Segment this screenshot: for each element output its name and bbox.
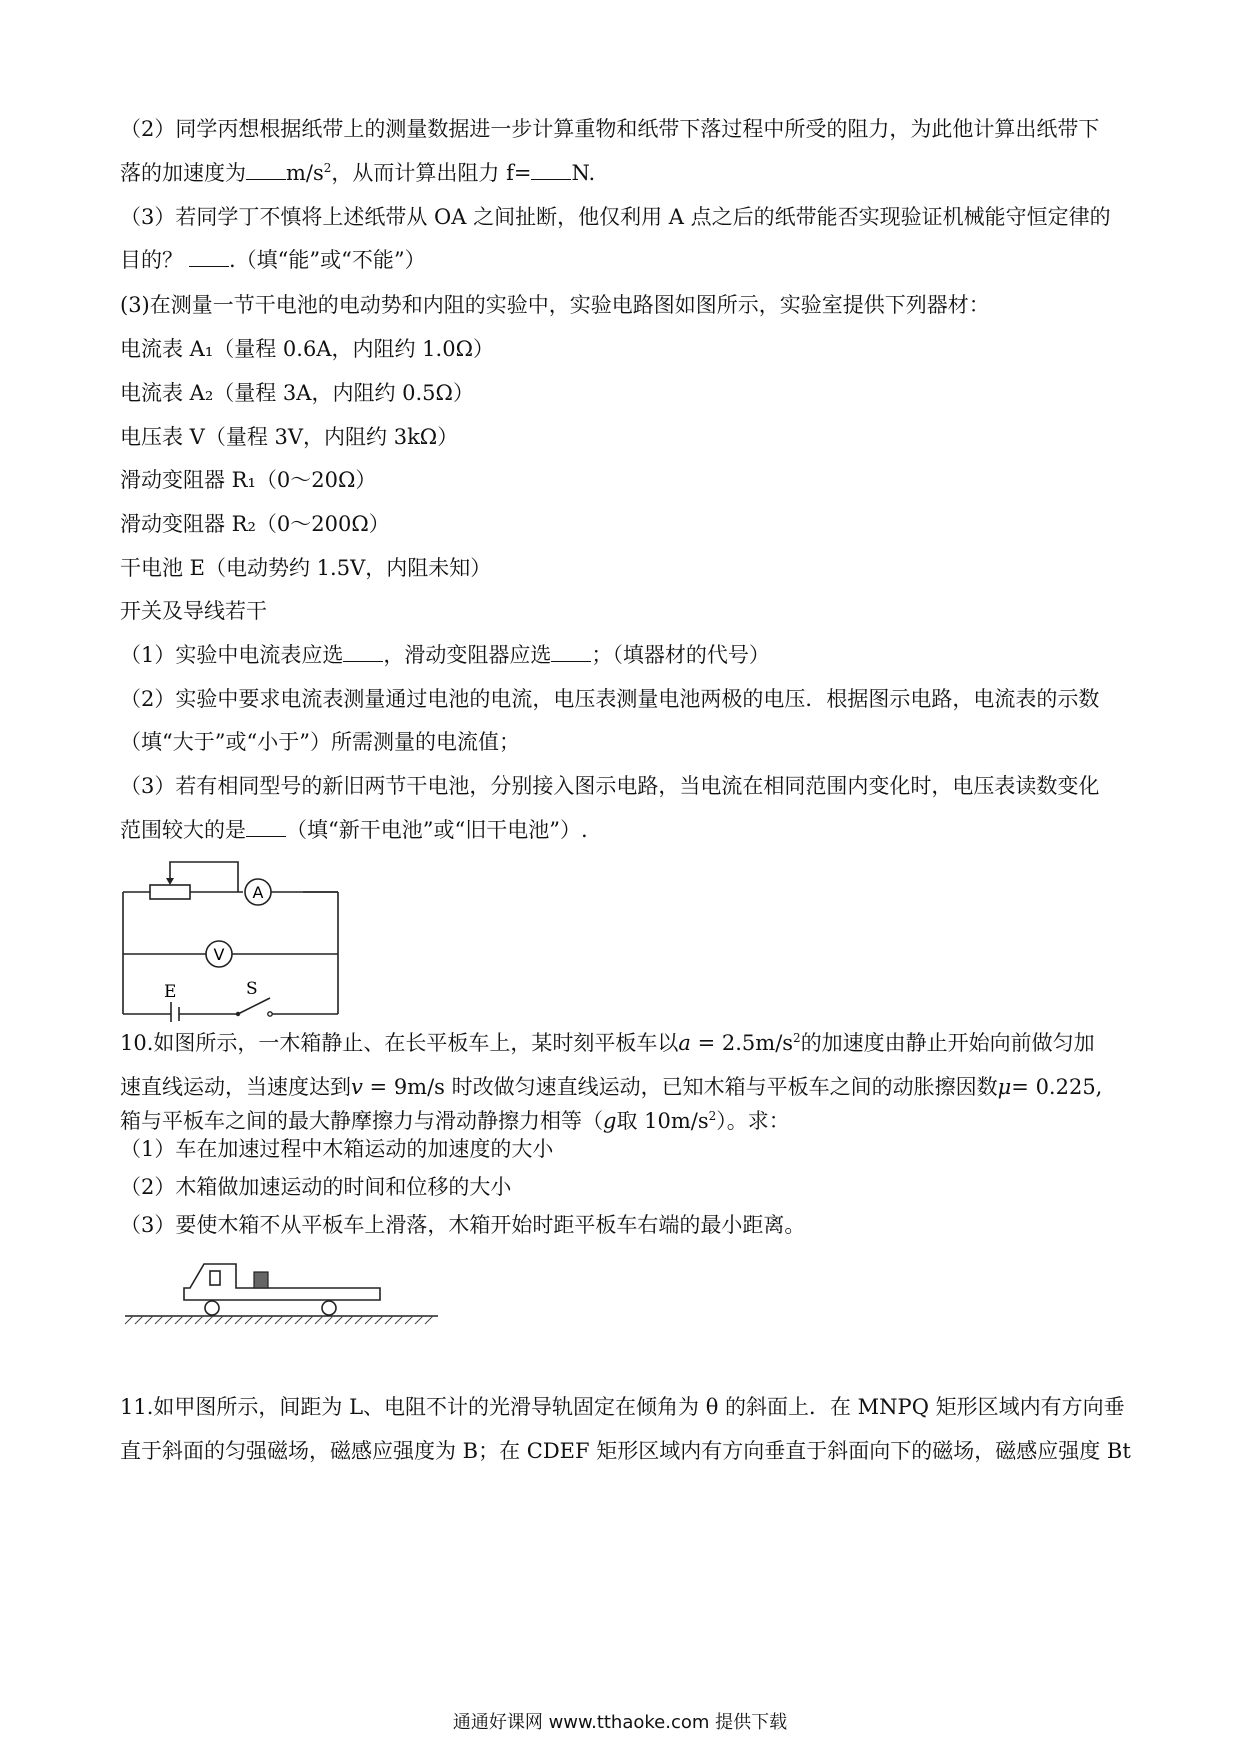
equipment-item: 滑动变阻器 R₂（0～200Ω） (120, 512, 390, 536)
q11-line2: 直于斜面的匀强磁场，磁感应强度为 B；在 CDEF 矩形区域内有方向垂直于斜面向下的磁场，磁感应强度 Bt (120, 1439, 1131, 1463)
q9-part3-line2 (120, 245, 426, 275)
equipment-item: 滑动变阻器 R₁（0～20Ω） (120, 468, 377, 492)
var-mu: μ (997, 1075, 1012, 1099)
battery-q2-line2: （填“大于”或“小于”）所需测量的电流值； (120, 730, 520, 754)
unit-text: m/s (286, 161, 324, 185)
q10-text: 10.如图所示，一木箱静止、在长平板车上，某时刻平板车以 (120, 1031, 679, 1055)
battery-q1-hint: ；（填器材的代号） (591, 643, 770, 667)
q10-line2 (120, 1072, 1102, 1102)
q9-part2-line2: 落的加速度为 $m/s^2$，从而计算出阻力 f= N. (120, 161, 596, 185)
q10-sub2: （2）木箱做加速运动的时间和位移的大小 (120, 1175, 512, 1199)
q10-text: 的加速度由静止开始向前做匀加 (800, 1031, 1095, 1055)
battery-q3-hint: （填“新干电池”或“旧干电池”）. (286, 818, 588, 842)
battery-q1-text: （1）实验中电流表应选 (120, 643, 344, 667)
equipment-item: 干电池 E（电动势约 1.5V，内阻未知） (120, 556, 492, 580)
var-v: v (351, 1075, 363, 1099)
q9-part2-text: 落的加速度为 (120, 161, 246, 185)
q9-part3-text: 目的？ (120, 248, 183, 272)
q10-line1: 10.如图所示，一木箱静止、在长平板车上，某时刻平板车以$a = 2.5m/s^2$的加速度由静止开始向前做匀加 (120, 1031, 1095, 1055)
answer-blank[interactable] (551, 641, 591, 662)
battery-intro: (3)在测量一节干电池的电动势和内阻的实验中，实验电路图如图所示，实验室提供下列器材： (120, 293, 990, 317)
q9-part2-line1: （2）同学丙想根据纸带上的测量数据进一步计算重物和纸带下落过程中所受的阻力，为此他计算出纸带下 (120, 117, 1100, 141)
q9-part3-hint: .（填“能”或“不能”） (229, 248, 426, 272)
voltmeter-label: V (213, 945, 225, 964)
battery-label: E (164, 982, 177, 1002)
ammeter-label: A (252, 883, 264, 902)
q10-sub3: （3）要使木箱不从平板车上滑落，木箱开始时距平板车右端的最小距离。 (120, 1213, 806, 1237)
value-a: = 2.5m/s (690, 1031, 794, 1055)
q9-part2-unit: N. (571, 161, 596, 185)
q10-sub1: （1）车在加速过程中木箱运动的加速度的大小 (120, 1137, 554, 1161)
switch-icon (238, 998, 270, 1014)
q10-text: 速直线运动，当速度达到 (120, 1075, 351, 1099)
equipment-item: 电压表 V（量程 3V，内阻约 3kΩ） (120, 425, 459, 449)
truck-diagram (120, 1256, 440, 1332)
var-a: a (678, 1031, 691, 1055)
answer-blank[interactable] (531, 159, 571, 180)
switch-label: S (246, 979, 258, 999)
truck-icon (184, 1264, 380, 1300)
page-footer: 通通好课网 www.tthaoke.com 提供下载 (452, 1712, 788, 1733)
q10-text: ）。求： (716, 1109, 790, 1133)
value-v: = 9m/s (362, 1075, 445, 1099)
battery-q1 (120, 640, 770, 670)
q10-text: 箱与平板车之间的最大静摩擦力与滑动静擦力相等（ (120, 1109, 603, 1133)
q10-text: 时改做匀速直线运动，已知木箱与平板车之间的动胀擦因数 (444, 1075, 998, 1099)
var-g: g (603, 1109, 617, 1133)
battery-q2-line1: （2）实验中要求电流表测量通过电池的电流，电压表测量电池两极的电压．根据图示电路，电流表的示数 (120, 687, 1100, 711)
q11-line1: 11.如甲图所示，间距为 L、电阻不计的光滑导轨固定在倾角为 θ 的斜面上．在 MNPQ 矩形区域内有方向垂 (120, 1395, 1125, 1419)
battery-q3-text: 范围较大的是 (120, 818, 246, 842)
battery-q3-line1: （3）若有相同型号的新旧两节干电池，分别接入图示电路，当电流在相同范围内变化时，电压表读数变化 (120, 774, 1100, 798)
value-g: 取 10m/s (616, 1109, 709, 1133)
q9-part2-force-text: ，从而计算出阻力 f= (331, 161, 532, 185)
value-mu: = 0.225, (1011, 1075, 1103, 1099)
box-icon (254, 1272, 268, 1288)
q9-part3-line1: （3）若同学丁不慎将上述纸带从 OA 之间扯断，他仅利用 A 点之后的纸带能否实现验证机械能守恒定律的 (120, 205, 1111, 229)
equipment-item: 开关及导线若干 (120, 599, 267, 623)
battery-q3-line2 (120, 815, 588, 845)
rheostat-icon (150, 885, 190, 899)
q10-line3: 箱与平板车之间的最大静摩擦力与滑动静擦力相等（g取 $10m/s^2$）。求： (120, 1109, 790, 1133)
equipment-item: 电流表 A₁（量程 0.6A，内阻约 1.0Ω） (120, 337, 494, 361)
answer-blank[interactable] (246, 159, 286, 180)
equipment-item: 电流表 A₂（量程 3A，内阻约 0.5Ω） (120, 381, 474, 405)
answer-blank[interactable] (189, 246, 229, 267)
circuit-diagram (118, 852, 348, 1022)
answer-blank[interactable] (246, 816, 286, 837)
answer-blank[interactable] (343, 641, 383, 662)
battery-q1-text2: ，滑动变阻器应选 (383, 643, 552, 667)
